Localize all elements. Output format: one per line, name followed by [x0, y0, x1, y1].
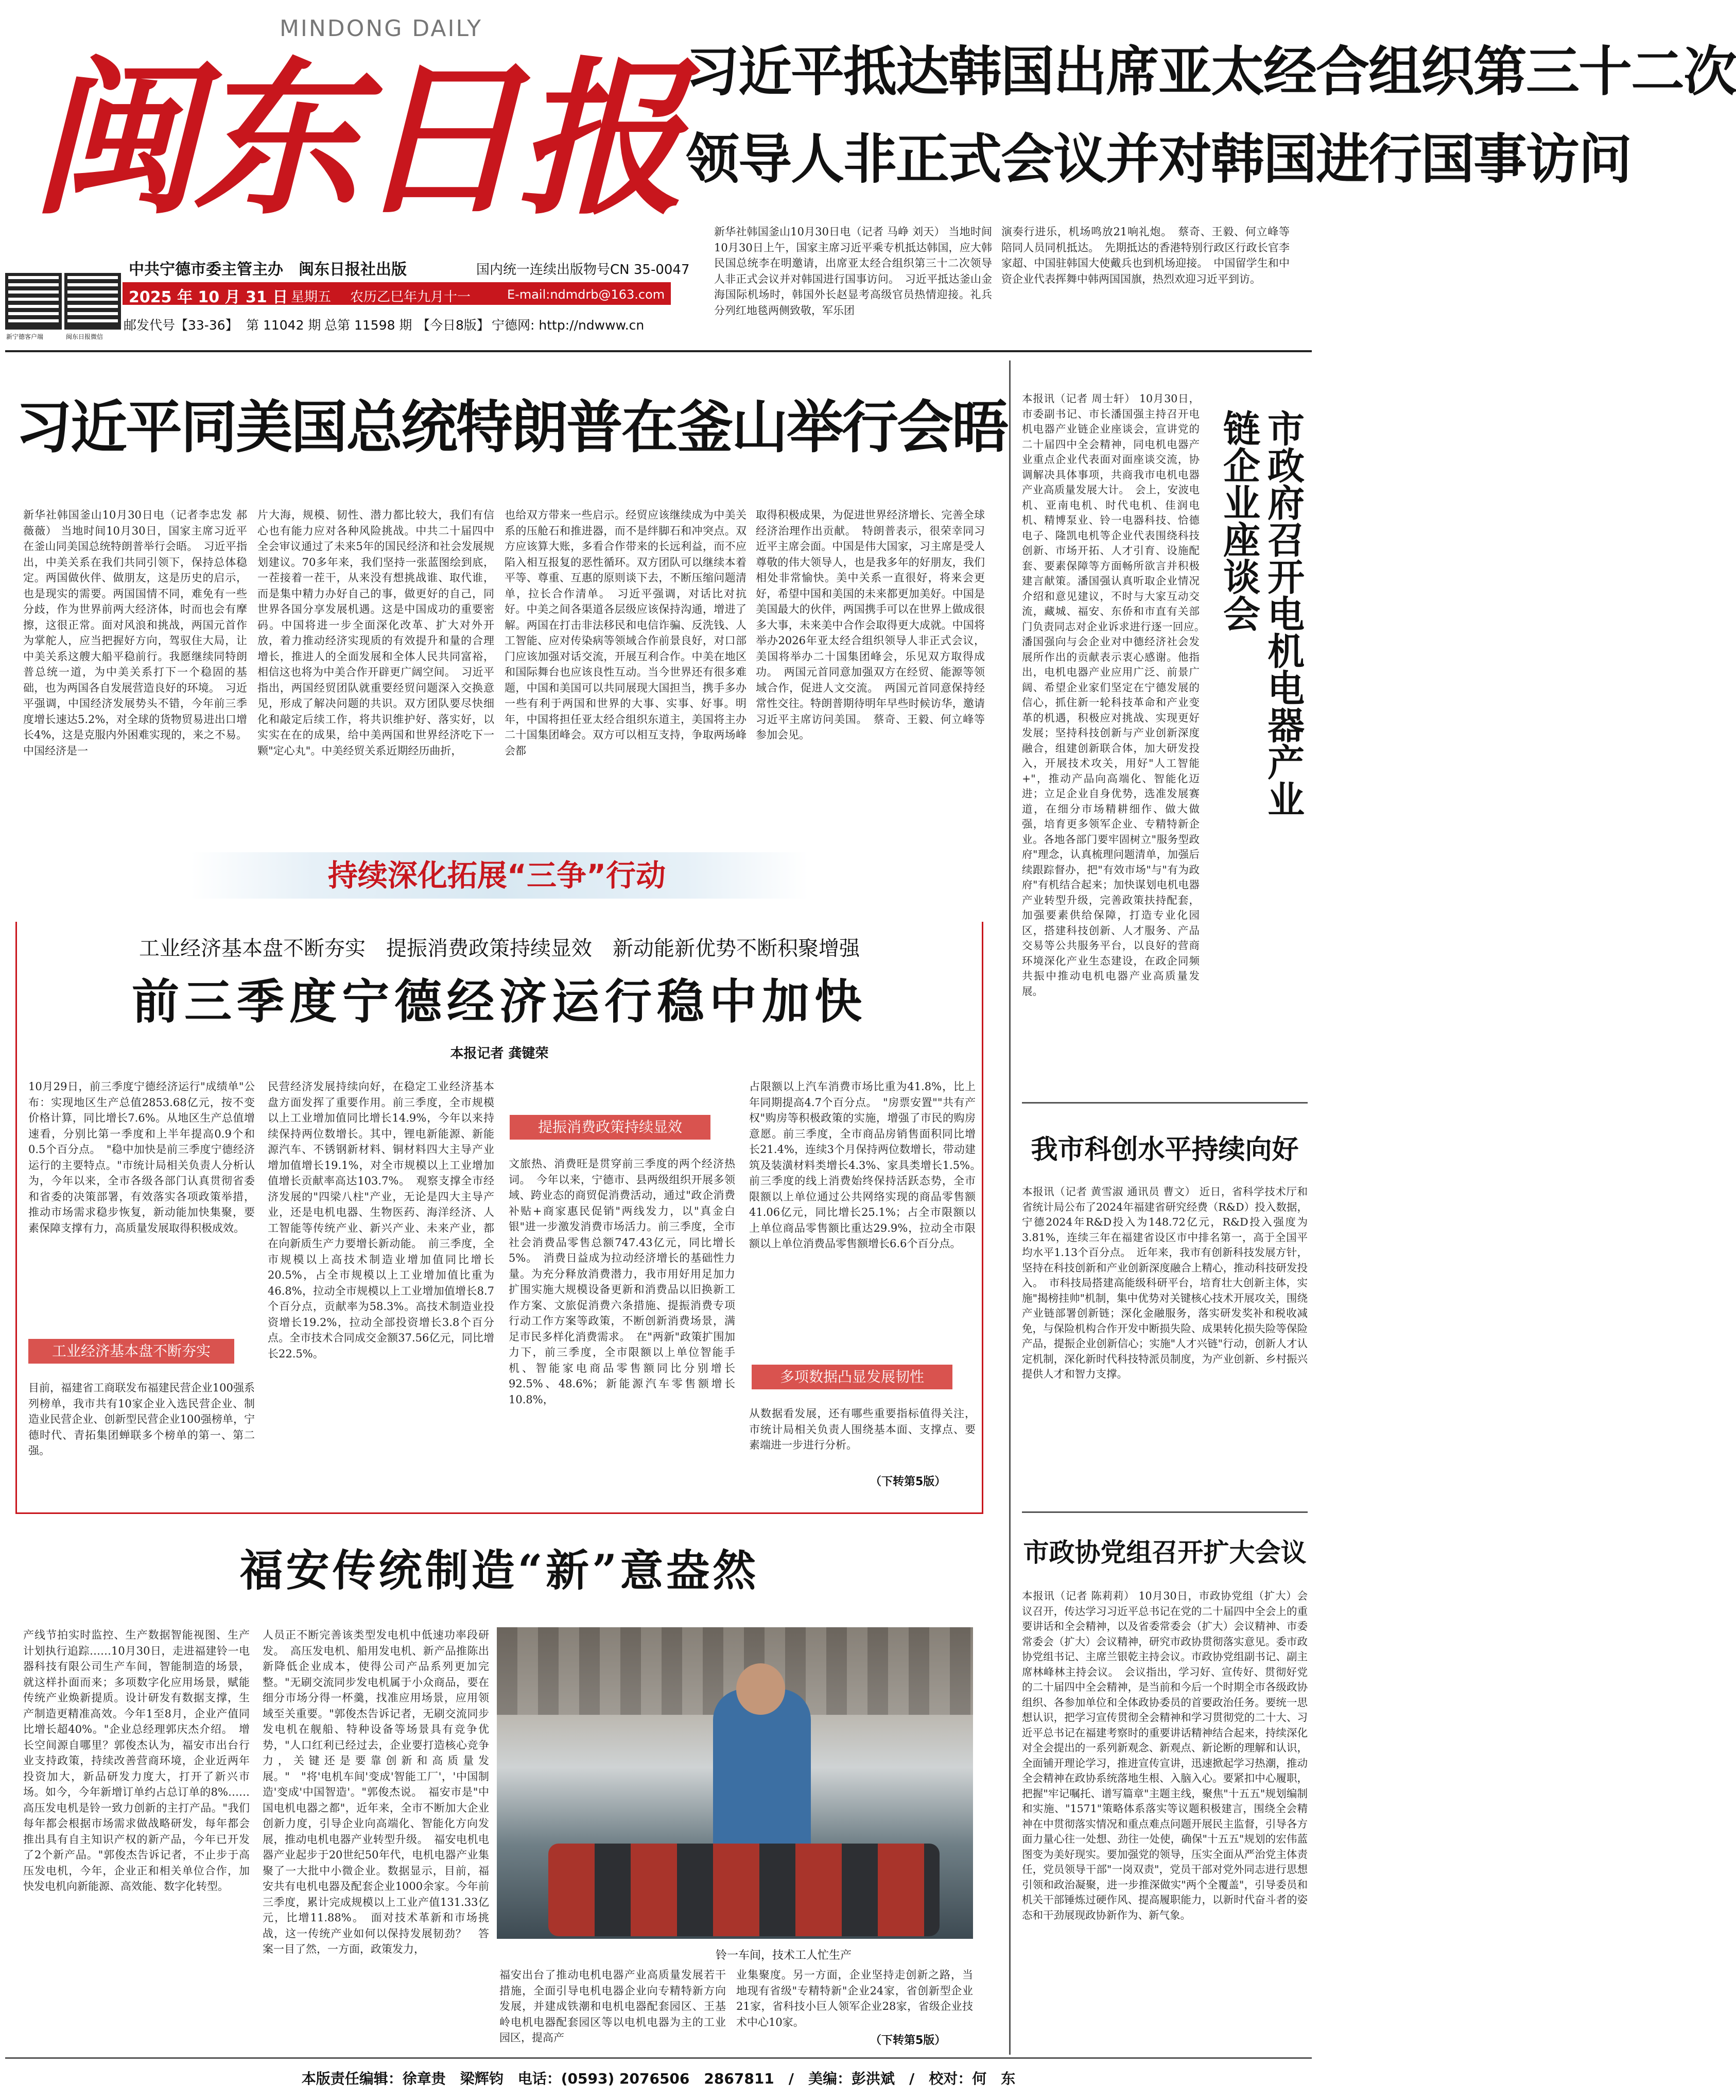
economy-col-4: 占限额以上汽车消费市场比重为41.8%，比上年同期提高4.7个百分点。 "房票安置""共有产权"购房等积极政策的实施，增强了市民的购房意愿。前三季度，全市商品房销售面积同比增长21.4%，连续3个月保持两位数增长，带动建筑及装潢材料类增长4.3%、家具类增长1.5%。 前三季度的线上消费始终保持活跃态势，全市限额以上单位通过公共网络实现的商品零售额41.06亿元，同比增长25.1%；占全市限额以上单位商品零售额比重达29.9%，拉动全市限额以上单位消费品零售额增长6.6个百分点。: [749, 1080, 986, 1250]
fuan-col-2: 人员正不断完善该类型发电机中低速功率段研发。 高压发电机、船用发电机、新产品推陈出新降低企业成本，使得公司产品系列更加完整。"无刷交流同步发电机属于小众商品，要在细分市场分得一杯羹，找准应用场景，应用领域至关重要。"郭俊杰告诉记者，无刷交流同步发电机在舰船、特种设备等场景具有竞争优势，"人口红利已经过去，企业要打造核心竞争力，关键还是要靠创新和高质量发展。" "将'电机车间'变成'智能工厂'，'中国制造'变成'中国智造'。"郭俊杰说。 福安市是"中国电机电器之都"，近年来，全市不断加大企业创新力度，引导企业向高端化、智能化方向发展，推动电机电器产业转型升级。 福安电机电器产业起步于20世纪50年代，电机电器产业集聚了一大批中小微企业。数据显示，目前，福安共有电机电器及配套企业1000余家。今年前三季度，累计完成规模以上工业产值131.33亿元，比增11.88%。 面对技术革新和市场挑战，这一传统产业如何以保持发展韧劲？ 答案一目了然，一方面，政策发力，: [263, 1629, 489, 1955]
economy-col-3: 文旅热、消费旺是贯穿前三季度的两个经济热词。 今年以来，宁德市、县两级组织开展多领域、跨业态的商贸促消费活动，通过"政企消费补贴+商家惠民促销"两线发力，以"真金白银"进一步激发消费市场活力。前三季度，全市社会消费品零售总额747.43亿元，同比增长5%。 消费日益成为拉动经济增长的基础性力量。为充分释放消费潜力，我市用好用足加力扩围实施大规模设备更新和消费品以旧换新工作方案、文旅促消费六条措施、提振消费专项行动工作方案等政策，不断创新消费场景，满足市民多样化消费需求。 在"两新"政策扩围加力下，前三季度，全市限额以上单位智能手机、智能家电商品零售额同比分别增长92.5%、48.6%；新能源汽车零售额增长10.8%，: [509, 1158, 735, 1406]
right-divider-2: [1022, 1511, 1308, 1513]
economy-col-4b: 从数据看发展，还有哪些重要指标值得关注，市统计局相关负责人围绕基本面、支撑点、要素端进一步进行分析。: [749, 1407, 976, 1451]
masthead-issue: 第 11042 期: [246, 318, 321, 333]
economy-continued: （下转第5版）: [870, 1475, 946, 1488]
economy-kicker: 工业经济基本盘不断夯实 提振消费政策持续显效 新动能新优势不断积聚增强: [139, 937, 860, 960]
economy-headline[interactable]: 前三季度宁德经济运行稳中加快: [131, 974, 867, 1029]
economy-subhead-industry: 工业经济基本盘不断夯实: [28, 1339, 234, 1364]
masthead-sponsor: 中共宁德市委主管主办 闽东日报社出版: [129, 261, 407, 279]
factory-photo: [497, 1627, 973, 1939]
fuan-col-1: 产线节拍实时监控、生产数据智能视图、生产计划执行追踪……10月30日，走进福建铃一电器科技有限公司生产车间，智能制造的场景，就这样扑面而来；多项数字化应用场景，赋能传统产业焕新提质。设计研发有数据支撑，生产制造更精准高效。今年1至8月，企业产值同比增长超40%。"企业总经理郭庆杰介绍。 增长空间源自哪里？郭俊杰认为，福安市出台行业支持政策，持续改善营商环境，企业近两年投资加大，新品研发力度大，打开了新兴市场。如今，今年新增订单约占总订单的8%…… 高压发电机是铃一致力创新的主打产品。"我们每年都会根据市场需求做战略研发，每年都会推出具有自主知识产权的新产品，今年已开发了2个新产品。"郭俊杰告诉记者，不止步于高压发电机，今年，企业正和相关单位合作，加快发电机向新能源、高效能、数字化转型。: [23, 1629, 261, 1892]
banner-title: 持续深化拓展“三争”行动: [327, 858, 666, 893]
economy-byline: 本报记者 龚键荣: [450, 1046, 549, 1061]
right-divider-1: [1022, 1102, 1308, 1104]
top-story-headline-2[interactable]: 领导人非正式会议并对韩国进行国事访问: [686, 128, 1631, 191]
lead-col-1: 新华社韩国釜山10月30日电（记者李忠发 郝薇薇） 当地时间10月30日，国家主席习近平在釜山同美国总统特朗普举行会晤。 习近平指出，中美关系在我们共同引领下，保持总体稳定。两国做伙伴、做朋友，这是历史的启示，也是现实的需要。两国国情不同，难免有一些分歧，作为世界前两大经济体，时而也会有摩擦，这很正常。面对风浪和挑战，两国元首作为掌舵人，应当把握好方向，驾驭住大局，让中美关系这艘大船平稳前行。我愿继续同特朗普总统一道，为中美关系打下一个稳固的基础，也为两国各自发展营造良好的环境。 习近平强调，中国经济发展势头不错，今年前三季度增长速达5.2%，对全球的货物贸易进出口增长4%，这是克服内外困难实现的，来之不易。中国经济是一: [23, 509, 247, 757]
masthead-lunar: 农历乙巳年九月十一: [350, 289, 471, 305]
masthead-weekday: 星期五: [291, 289, 332, 305]
masthead-email: E-mail:ndmdrb@163.com: [507, 287, 665, 302]
divider: [5, 350, 1312, 352]
vertical-divider: [1009, 360, 1011, 2055]
masthead-web: 宁德网: http://ndwww.cn: [492, 318, 645, 333]
masthead-total: 总第 11598 期: [324, 318, 412, 333]
lead-col-4: 取得积极成果，为促进世界经济增长、完善全球经济治理作出贡献。 特朗普表示，很荣幸同习近平主席会面。中国是伟大国家，习主席是受人尊敬的伟大领导人，也是我多年的好朋友，我们相处非常愉快。美中关系一直很好，将来会更好，希望中国和美国的未来都更加美好。中国是美国最大的伙伴，两国携手可以在世界上做成很多大事，未来美中合作会取得更大成就。中国将举办2026年亚太经合组织领导人非正式会议，美国将举办二十国集团峰会，乐见双方取得成功。 两国元首同意加强双方在经贸、能源等领域合作，促进人文交流。 两国元首同意保持经常性交往。特朗普期待明年早些时候访华，邀请习近平主席访问美国。 蔡奇、王毅、何立峰等参加会见。: [756, 509, 985, 741]
top-story-col-2: 演奏行进乐，机场鸣放21响礼炮。 蔡奇、王毅、何立峰等陪同人员同机抵达。 先期抵达的香港特别行政区行政长官李家超、中国驻韩国大使戴兵也到机场迎接。 中国留学生和中资企业代表挥舞中韩两国国旗，热烈欢迎习近平到访。: [1001, 226, 1290, 285]
top-story-col-1: 新华社韩国釜山10月30日电（记者 马峥 刘天） 当地时间10月30日上午，国家主席习近平乘专机抵达韩国，应大韩民国总统李在明邀请，出席亚太经合组织第三十二次领导人非正式会议并对韩国进行国事访问。 习近平抵达釜山金海国际机场时，韩国外长赵显考高级官员热情迎接。礼兵分列红地毯两侧致敬，军乐团: [714, 226, 992, 317]
masthead-cn: 国内统一连续出版物号CN 35-0047: [476, 262, 690, 278]
economy-subhead-consumption: 提振消费政策持续显效: [510, 1115, 710, 1140]
qr-label-wechat: 闽东日报微信: [66, 333, 103, 340]
economy-subhead-data: 多项数据凸显发展韧性: [752, 1365, 952, 1389]
lead-col-2: 片大海，规模、韧性、潜力都比较大，我们有信心也有能力应对各种风险挑战。中共二十届四中全会审议通过了未来5年的国民经济和社会发展规划建议。70多年来，我们坚持一张蓝图绘到底，一茬接着一茬干，从来没有想挑战谁、取代谁，而是集中精力办好自己的事，做更好的自己，同世界各国分享发展机遇。这是中国成功的重要密码。中国将进一步全面深化改革、扩大对外开放，着力推动经济实现质的有效提升和量的合理增长，推进人的全面发展和全体人民共同富裕，相信这也将为中美合作开辟更广阔空间。 习近平指出，两国经贸团队就重要经贸问题深入交换意见，形成了解决问题的共识。双方团队要尽快细化和敲定后续工作，将共识维护好、落实好，以实实在在的成果，给中美两国和世界经济吃下一颗"定心丸"。中美经贸关系近期经历曲折，: [257, 509, 494, 757]
fuan-col-4: 业集聚度。另一方面，企业坚持走创新之路，当地现有省级"专精特新"企业24家，省创新型企业21家，省科技小巨人领军企业28家，省级企业技术中心10家。: [736, 1969, 973, 2028]
fuan-headline[interactable]: 福安传统制造“新”意盎然: [239, 1545, 759, 1596]
masthead-date: 2025 年 10 月 31 日: [129, 288, 288, 306]
footer-credits: 本版责任编辑：徐章贵 梁辉钧 电话：(0593) 2076506 2867811 / 美编：彭洪斌 / 校对：何 东: [301, 2070, 1016, 2087]
masthead-logo: 闽东日报: [31, 41, 680, 237]
economy-col-2: 民营经济发展持续向好，在稳定工业经济基本盘方面发挥了重要作用。前三季度，全市规模以上工业增加值同比增长14.9%，今年以来持续保持两位数增长。其中，锂电新能源、新能源汽车、不锈钢新材料、铜材料四大主导产业增加值增长19.1%，对全市规模以上工业增加值增长贡献率高达103.7%。 观察支撑全市经济发展的"四梁八柱"产业，无论是四大主导产业，还是电机电器、生物医药、海洋经济、人工智能等传统产业、新兴产业、未来产业，都在向新质生产力要增长新动能。 前三季度，全市规模以上高技术制造业增加值同比增长20.5%，占全市规模以上工业增加值比重为46.8%，拉动全市规模以上工业增加值增长8.7个百分点，贡献率为58.3%。高技术制造业投资增长19.2%，拉动全部投资增长3.8个百分点。全市技术合同成交金额37.56亿元，同比增长22.5%。: [268, 1080, 494, 1360]
right-top-headline[interactable]: 市政府召开电机电器产业链企业座谈会: [1217, 409, 1305, 817]
footer-rule: [5, 2057, 1312, 2059]
qr-code-app[interactable]: [5, 273, 62, 330]
masthead-pages: 【今日8版】: [417, 318, 490, 333]
cppcc-headline[interactable]: 市政协党组召开扩大会议: [1023, 1538, 1307, 1568]
sci-body: 本报讯（记者 黄雪淑 通讯员 曹文） 近日，省科学技术厅和省统计局公布了2024年福建省研究经费（R&D）投入数据，宁德2024年R&D投入为148.72亿元，R&D投入强度为3.81%，连续三年在福建省设区市中排名第一，高于全国平均水平1.13个百分点。 近年来，我市有创新科技发展方针，坚持在科技创新和产业创新深度融合上精心，推动科技研发投入。 市科技局搭建高能级科研平台，培育壮大创新主体，实施"揭榜挂帅"机制，集中优势对关键核心技术开展攻关，围绕产业链部署创新链；深化金融服务，落实研发奖补和税收减免，与保险机构合作开发中断损失险、成果转化损失险等保险产品，提振企业创新信心；实施"人才兴链"行动，创新人才认定机制，深化新时代科技特派员制度，为产业创新、乡村振兴提供人才和智力支撑。: [1022, 1185, 1308, 1380]
masthead-english: MINDONG DAILY: [279, 15, 483, 42]
top-story-headline-1[interactable]: 习近平抵达韩国出席亚太经合组织第三十二次: [686, 40, 1736, 103]
lead-col-3: 也给双方带来一些启示。经贸应该继续成为中美关系的压舱石和推进器，而不是绊脚石和冲突点。双方应该算大账，多看合作带来的长远利益，而不应陷入相互报复的恶性循环。双方团队可以继续本着平等、尊重、互惠的原则谈下去，不断压缩问题清单，拉长合作清单。 习近平强调，对话比对抗好。中美之间各渠道各层级应该保持沟通，增进了解。两国在打击非法移民和电信诈骗、反洗钱、人工智能、应对传染病等领域合作前景良好，对口部门应该加强对话交流，开展互利合作。中美在地区和国际舞台也应该良性互动。当今世界还有很多难题，中国和美国可以共同展现大国担当，携手多办一些有利于两国和世界的大事、实事、好事。明年，中国将担任亚太经合组织东道主，美国将主办二十国集团峰会。双方可以相互支持，争取两场峰会都: [505, 509, 747, 757]
right-top-body: 本报讯（记者 周士轩） 10月30日，市委副书记、市长潘国强主持召开电机电器产业链企业座谈会，宣讲党的二十届四中全会精神，同电机电器产业重点企业代表面对面座谈交流，协调解决具体事项，共商我市电机电器产业高质量发展大计。 会上，安波电机、亚南电机、时代电机、佳润电机、精博泵业、铃一电器科技、恰德电子、隆凯电机等企业代表围绕科技创新、市场开拓、人才引育、设施配套、要素保障等方面畅所欲言并积极建言献策。潘国强认真听取企业情况介绍和意见建议，不时与大家互动交流，藏城、福安、东侨和市直有关部门负责同志对企业诉求进行逐一回应。 潘国强向与会企业对中德经济社会发展所作出的贡献表示衷心感谢。他指出，电机电器产业应用广泛、前景广阔、希望企业家们坚定在宁德发展的信心，抓住新一轮科技革命和产业变革的机遇，积极应对挑战、实现更好发展；坚持科技创新与产业创新深度融合，组建创新联合体，加大研发投入，开展技术攻关，用好"人工智能+"，推动产品向高端化、智能化迈进；立足企业自身优势，选准发展赛道，在细分市场精耕细作、做大做强，培育更多领军企业、专精特新企业。各地各部门要牢固树立"服务型政府"理念，认真梳理问题清单，加强后续跟踪督办，把"有效市场"与"有为政府"有机结合起来；加快谋划电机电器产业转型升级，完善政策扶持配套，加强要素供给保障，打造专业化园区，搭建科技创新、人才服务、产品交易等公共服务平台，以良好的营商环境深化产业生态建设，在政企同频共振中推动电机电器产业高质量发展。: [1022, 392, 1210, 997]
cppcc-body: 本报讯（记者 陈莉莉） 10月30日，市政协党组（扩大）会议召开，传达学习习近平总书记在党的二十届四中全会上的重要讲话和全会精神，以及省委常委会（扩大）会议精神、市委常委会（扩大）会议精神，研究市政协贯彻落实意见。委市政协党组书记、主席兰银乾主持会议。市政协党组副书记、副主席林峰林主持会议。 会议指出，学习好、宣传好、贯彻好党的二十届四中全会精神，是当前和今后一个时期全市各级政协组织、各参加单位和全体政协委员的首要政治任务。要统一思想认识，把学习宣传贯彻全会精神和学习贯彻党的二十大、习近平总书记在福建考察时的重要讲话精神结合起来，持续深化对全会提出的一系列新观念、新观点、新论断的理解和认识，全面铺开理论学习，推进宣传宣讲，迅速掀起学习热潮，推动全会精神在政协系统落地生根、入脑入心。要紧扣中心履职，把握"牢记嘱托、谱写篇章"主题主线，聚焦"十五五"规划编制和实施、"1571"策略体系落实等议题积极建言，围绕全会精神在中贯彻落实情况和重点难点问题开展民主监督，引导各方面力量心往一处想、劲往一处使，确保"十五五"规划的宏伟蓝图变为美好现实。要加强党的领导，压实全面从严治党主体责任，党员领导干部"一岗双责"，党员干部对党外同志进行思想引领和政治凝聚，进一步推深做实"两个全覆盖"，引导委员和机关干部锤炼过硬作风、提高履职能力，以新时代奋斗者的姿态和干劲展现政协新作为、新气象。: [1022, 1590, 1308, 1921]
masthead-postal: 邮发代号【33-36】: [124, 318, 238, 333]
economy-col-1b: 目前，福建省工商联发布福建民营企业100强系列榜单，我市共有10家企业入选民营企业、制造业民营企业、创新型民营企业100强榜单，宁德时代、青拓集团蝉联多个榜单的第一、第二强。: [28, 1382, 255, 1457]
lead-headline[interactable]: 习近平同美国总统特朗普在釜山举行会晤: [15, 394, 1007, 460]
fuan-continued: （下转第5版）: [870, 2034, 946, 2047]
qr-label-app: 新宁德客户端: [6, 333, 44, 340]
sci-headline[interactable]: 我市科创水平持续向好: [1031, 1134, 1299, 1165]
photo-caption: 铃一车间，技术工人忙生产: [716, 1949, 852, 1962]
economy-col-1: 10月29日，前三季度宁德经济运行"成绩单"公布：实现地区生产总值2853.68亿元，按不变价格计算，同比增长7.6%。从地区生产总值增速看，分别比第一季度和上半年提高0.9个和0.5个百分点。 "稳中加快是前三季度宁德经济运行的主要特点。"市统计局相关负责人分析认为，今年以来，全市各级各部门认真贯彻省委和省委的决策部署，有效落实各项政策举措，推动市场需求稳步恢复，新动能加快集聚，要素保障支撑有力，高质量发展取得积极成效。: [28, 1080, 255, 1234]
fuan-col-3: 福安出台了推动电机电器产业高质量发展若干措施，全面引导电机电器企业向专精特新方向发展，并建成铁潮和电机电器配套园区、王基岭电机电器配套园区等以电机电器为主的工业园区，提高产: [499, 1969, 726, 2044]
qr-code-wechat[interactable]: [64, 273, 121, 330]
